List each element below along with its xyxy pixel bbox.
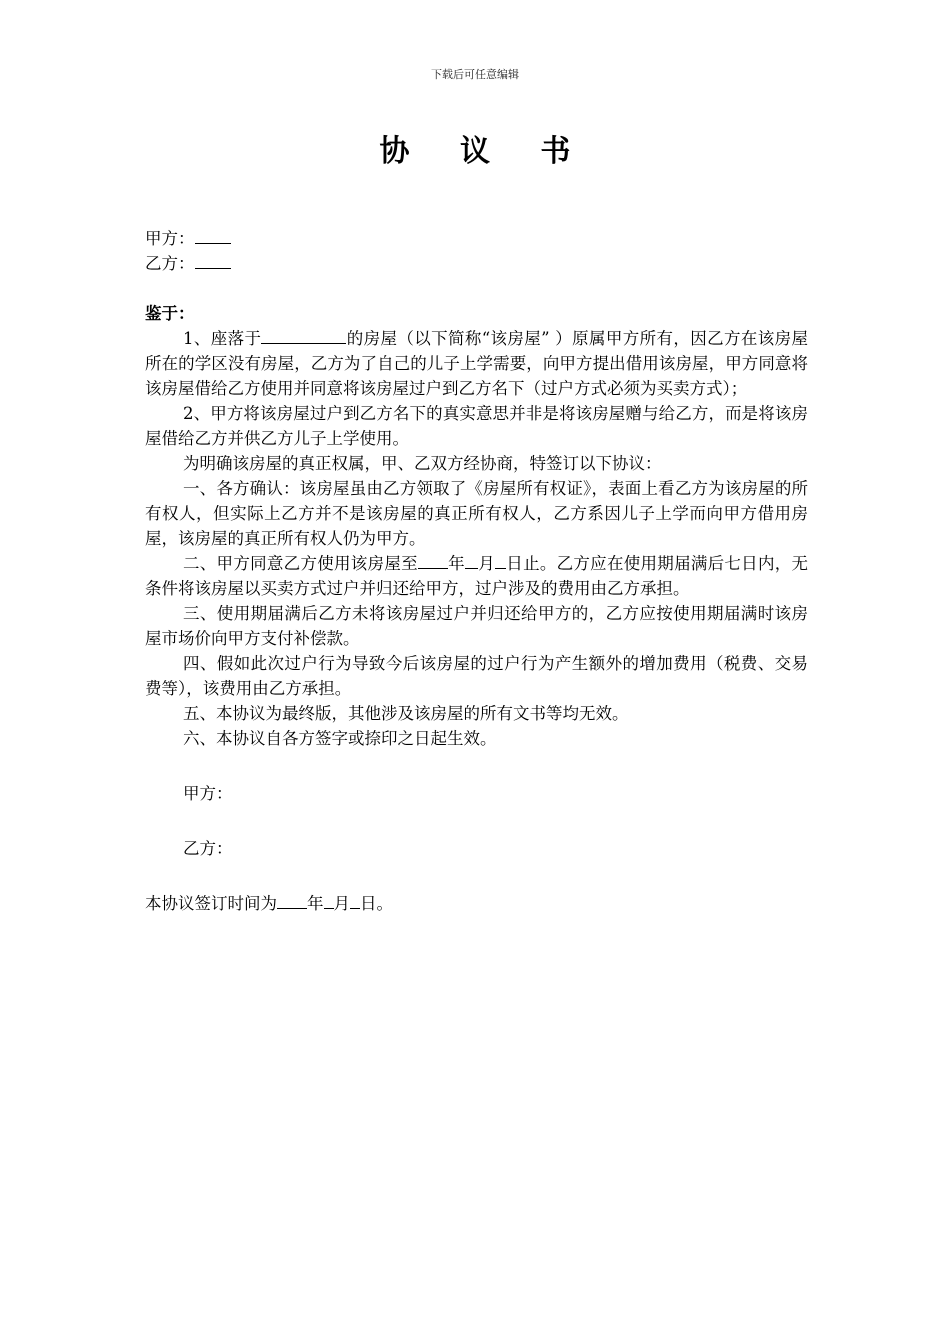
party-a-label: 甲方： [145,229,195,248]
clause-5: 五、本协议为最终版，其他涉及该房屋的所有文书等均无效。 [183,704,629,723]
clause-2-month-blank [465,551,478,569]
signature-party-b: 乙方： [183,839,233,858]
header-note: 下载后可任意编辑 [431,68,519,81]
clause-2-prefix: 二、甲方同意乙方使用该房屋至 [183,554,418,573]
party-a-blank [195,226,231,244]
document-body [145,226,808,916]
signature-party-a: 甲方： [183,784,233,803]
signing-day: 日。 [360,894,393,913]
clause-2-day-blank [495,551,506,569]
whereas-item-1-body: 的房屋（以下简称“该房屋” ）原属甲方所有，因乙方在该房屋所在的学区没有房屋，乙方为了自己的儿子上学需要，向甲方提出借用该房屋，甲方同意将该房屋借给乙方使用并同意将该房屋过户到乙方名下（过户方式必须为买卖方式）； [145,329,808,398]
property-location-blank [261,326,346,344]
signing-date-line [145,891,808,916]
party-b-blank [195,251,231,269]
party-b-label: 乙方： [145,254,195,273]
clause-4: 四、假如此次过户行为导致今后该房屋的过户行为产生额外的增加费用（税费、交易费等），该费用由乙方承担。 [145,654,808,698]
clause-1: 一、各方确认：该房屋虽由乙方领取了《房屋所有权证》，表面上看乙方为该房屋的所有权人，但实际上乙方并不是该房屋的真正所有权人，乙方系因儿子上学而向甲方借用房屋，该房屋的真正所有权人仍为甲方。 [145,479,808,548]
clause-2-year: 年 [447,554,465,573]
party-a-line [145,226,808,251]
whereas-item-1-prefix: 1、座落于 [183,329,262,348]
clause-2-rest: 日止。乙方应在使用期届满后七日内，无条件将该房屋以买卖方式过户并归还给甲方，过户涉及的费用由乙方承担。 [145,554,809,598]
signing-month: 月 [333,894,350,913]
clause-2-month: 月 [477,554,496,573]
signing-date-prefix: 本协议签订时间为 [145,894,277,913]
signing-month-blank [324,891,334,909]
signing-year: 年 [307,894,324,913]
whereas-heading: 鉴于： [145,304,195,323]
signing-day-blank [350,891,360,909]
whereas-item-1 [145,326,808,401]
clause-6: 六、本协议自各方签字或捺印之日起生效。 [183,729,497,748]
clause-2-year-blank [418,551,448,569]
clause-3: 三、使用期届满后乙方未将该房屋过户并归还给甲方的，乙方应按使用期届满时该房屋市场价向甲方支付补偿款。 [145,604,808,648]
party-b-line [145,251,808,276]
document-title: 协 议 书 [379,134,591,169]
clause-2 [145,551,808,601]
whereas-item-2: 2、甲方将该房屋过户到乙方名下的真实意思并非是将该房屋赠与给乙方，而是将该房屋借给乙方并供乙方儿子上学使用。 [145,404,808,448]
whereas-intro: 为明确该房屋的真正权属，甲、乙双方经协商，特签订以下协议： [183,454,662,473]
signing-year-blank [277,891,307,909]
